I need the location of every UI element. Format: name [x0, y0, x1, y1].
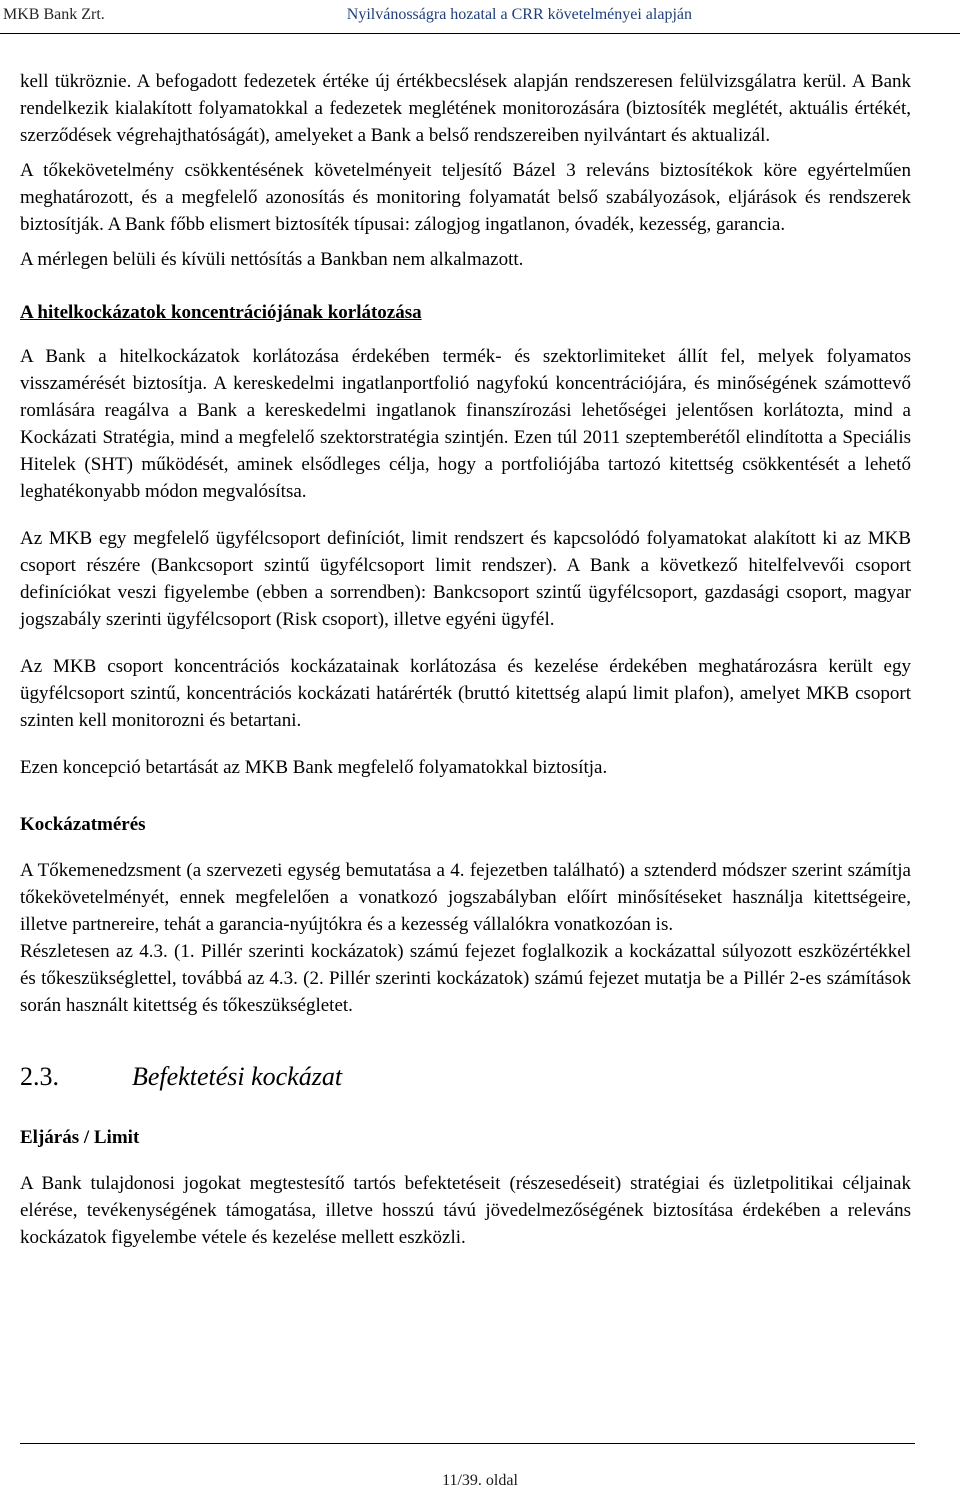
paragraph-collateral-monitoring: kell tükröznie. A befogadott fedezetek értéke új értékbecslések alapján rendszeresen felülvizsgálatra kerül. A Bank rendelkezik kialakított folyamatokkal a fedezetek meglétének monitorozására (biztosíték meglétét, aktuális értékét, szerződések végrehajthatóságát), amelyeket a Bank a belső rendszereiben nyilvántart és aktualizál. [20, 71, 911, 146]
header-divider [0, 33, 960, 34]
paragraph-concentration-risk: Az MKB csoport koncentrációs kockázatainak korlátozása és kezelése érdekében meghatározásra került egy ügyfélcsoport szintű, koncentrációs kockázati határérték (bruttó kitettség alapú limit plafon), amelyet MKB csoport szinten kell monitorozni és betartani. [20, 656, 911, 731]
paragraph-capital-management: A Tőkemenedzsment (a szervezeti egység bemutatása a 4. fejezetben található) a sztenderd módszer szerint számítja tőkekövetelményét, ennek megfelelően a vonatkozó jogszabályban előírt minősítéseket használja kitettségeire, illetve partnereire, tehát a garancia-nyújtókra és a kezesség vállalókra vonatkozóan is. [20, 860, 911, 935]
paragraph-client-group: Az MKB egy megfelelő ügyfélcsoport definíciót, limit rendszert és kapcsolódó folyamatokat alakított ki az MKB csoport részére (Bankcsoport szintű ügyfélcsoport limit rendszer). A Bank a következő hitelfelvevői csoport definíciókat veszi figyelembe (ebben a sorrendben): Bankcsoport szintű ügyfélcsoport, gazdasági csoport, magyar jogszabály szerinti ügyfélcsoport (Risk csoport), illetve egyéni ügyfél. [20, 528, 911, 630]
section-number: 2.3. [20, 1062, 59, 1091]
heading-risk-measurement: Kockázatmérés [20, 814, 146, 835]
paragraph-investments: A Bank tulajdonosi jogokat megtestesítő tartós befektetéseit (részesedéseit) stratégiai és üzletpolitikai céljainak elérése, tevékenységének támogatása, illetve hosszú távú jövedelmezőségének biztosítása érdekében a releváns kockázatok figyelembe vétele és kezelése mellett eszközli. [20, 1173, 911, 1248]
section-heading: Befektetési kockázat [132, 1062, 343, 1091]
paragraph-netting: A mérlegen belüli és kívüli nettósítás a Bankban nem alkalmazott. [20, 249, 524, 270]
document-body [20, 68, 911, 1251]
heading-procedure-limit: Eljárás / Limit [20, 1127, 140, 1148]
footer-divider [20, 1443, 915, 1444]
header-company: MKB Bank Zrt. [3, 6, 105, 23]
paragraph-basel3-collateral: A tőkekövetelmény csökkentésének követelményeit teljesítő Bázel 3 releváns biztosítékok köre egyértelműen meghatározott, és a megfelelő azonosítás és monitoring folyamatát belső szabályozások, eljárások és rendszerek biztosítják. A Bank főbb elismert biztosíték típusai: zálogjog ingatlanon, óvadék, kezesség, garancia. [20, 160, 911, 235]
paragraph-sector-limits: A Bank a hitelkockázatok korlátozása érdekében termék- és szektorlimiteket állít fel, melyek folyamatos visszamérését biztosítja. A kereskedelmi ingatlanportfolió nagyfokú koncentrációjára, és minőségének számottevő romlására reagálva a Bank a kereskedelmi ingatlanok finanszírozási lehetőségei jelentősen korlátozta, mind a Kockázati Stratégia, mind a megfelelő szektorstratégia szintjén. Ezen túl 2011 szeptemberétől elindította a Speciális Hitelek (SHT) működését, aminek elsődleges célja, hogy a portfoliójába tartozó kitettség csökkentését a lehető leghatékonyabb módon megvalósítsa. [20, 346, 911, 502]
heading-concentration-limits: A hitelkockázatok koncentrációjának korlátozása [20, 302, 422, 323]
paragraph-details: Részletesen az 4.3. (1. Pillér szerinti kockázatok) számú fejezet foglalkozik a kockázattal súlyozott eszközértékkel és tőkeszükséglettel, továbbá az 4.3. (2. Pillér szerinti kockázatok) számú fejezet mutatja be a Pillér 2-es számítások során használt kitettség és tőkeszükségletet. [20, 941, 911, 1016]
paragraph-concept-compliance: Ezen koncepció betartását az MKB Bank megfelelő folyamatokkal biztosítja. [20, 757, 608, 778]
page-number: 11/39. oldal [442, 1472, 518, 1489]
page-header [0, 0, 960, 40]
header-title: Nyilvánosságra hozatal a CRR követelményei alapján [346, 6, 692, 23]
section-title [20, 1060, 911, 1094]
